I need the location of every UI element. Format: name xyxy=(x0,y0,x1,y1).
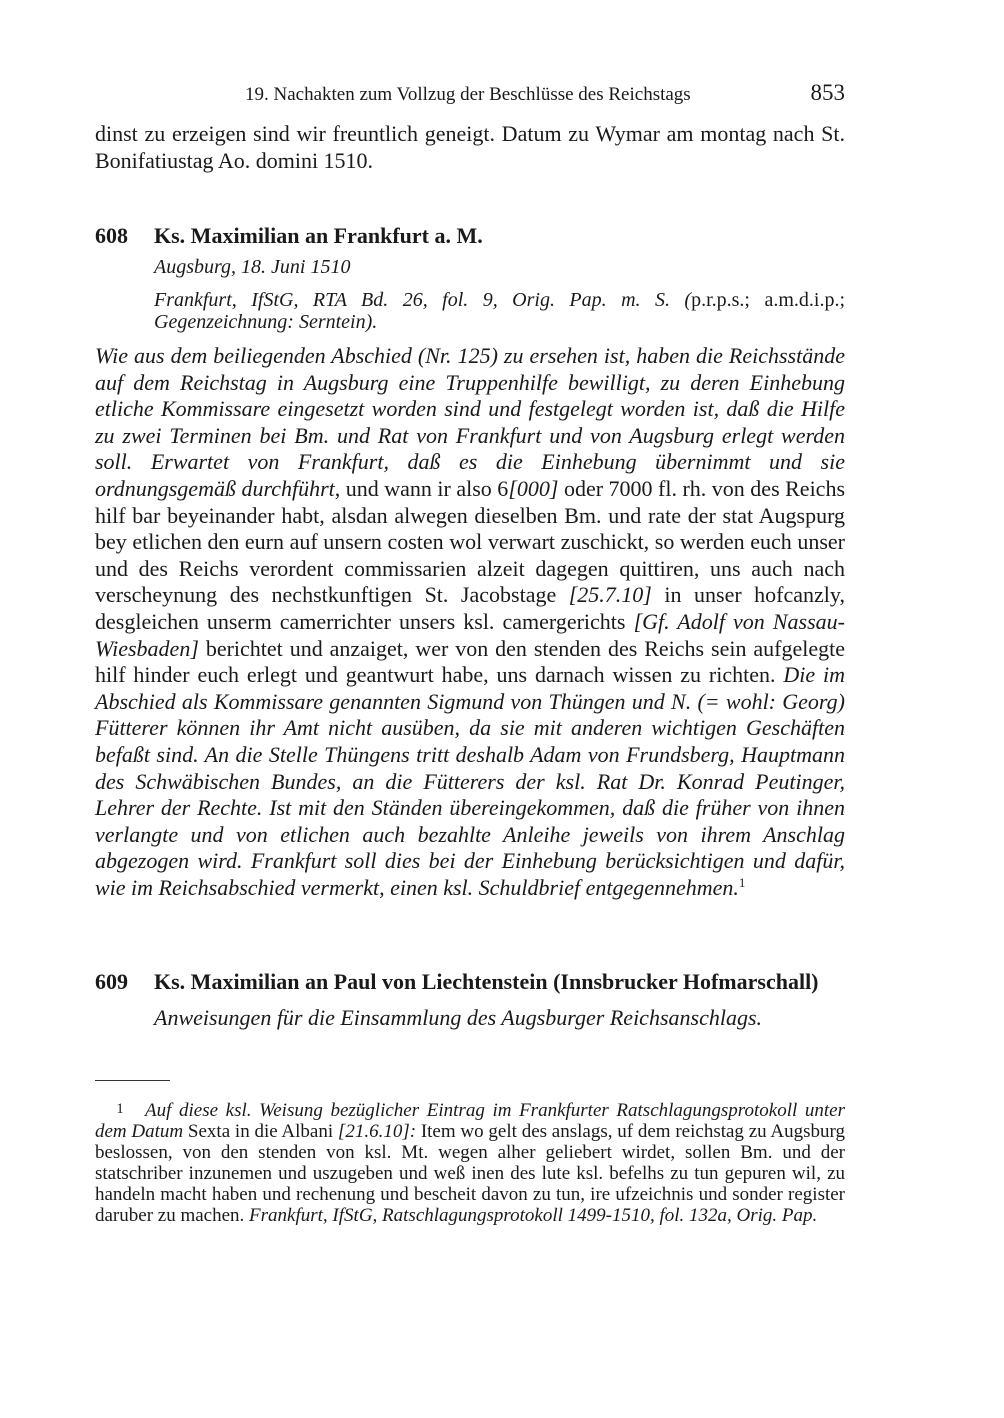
document-608-place-date: Augsburg, 18. Juni 1510 xyxy=(154,256,351,278)
quoted-text: in unser hofcanzly, desgleichen unserm camerrichter unsers ksl. camergerichts xyxy=(95,582,845,634)
editorial-insert: [000] xyxy=(508,475,559,501)
footnote-1 xyxy=(95,1099,845,1226)
running-header xyxy=(95,80,845,108)
regest-text: Die im Abschied als Kommissare genannten Sigmund von Thüngen und N. (= wohl: Georg) Fütterer können ihr Amt nicht ausüben, da sie mit anderen wichtigen Geschäften befaßt sind. An die Stelle Thüngens tritt deshalb Adam von Frundsberg, Hauptmann des Schwäbischen Bundes, an die Fütterers der ksl. Rat Dr. Konrad Peutinger, Lehrer der Rechte. Ist mit den Ständen übereingekommen, daß die früher von ihnen verlangte und von etlichen auch bezahlte Anleihe jeweils von ihrem Anschlag abgezogen wird. Frankfurt soll dies bei der Einhebung berücksichtigen und dafür, wie im Reichsabschied vermerkt, einen ksl. Schuldbrief entgegennehmen. xyxy=(95,662,846,900)
document-number: 608 xyxy=(95,223,128,248)
document-title: Ks. Maximilian an Frankfurt a. M. xyxy=(154,223,483,248)
editorial-insert: [Gf. Adolf von Nassau-Wiesbaden] xyxy=(95,608,845,661)
page-number: 853 xyxy=(810,80,845,105)
quoted-text: berichtet und anzaiget, wer von den stenden des Reichs sein aufgelegte hilf hinder euch erlegt und geantwurt habe, uns darnach wissen zu richten. xyxy=(95,635,845,688)
editorial-insert: [25.7.10] xyxy=(568,582,652,608)
quoted-text: oder 7000 fl. rh. von des Reichs hilf bar beyeinander habt, alsdan alwegen dieselben Bm. und rate der stat Augspurg bey etlichen den eurn auf unsern costen wol verwart zuschickt, so werden euch unser und des Reichs verordent commissarien alzeit dagegen quittiren, uns auch nach verscheynung des nechstkunftigen St. Jacobstage xyxy=(95,475,846,608)
intro-paragraph: dinst zu erzeigen sind wir freuntlich geneigt. Datum zu Wymar am montag nach St. Bonifatiustag Ao. domini 1510. xyxy=(95,121,845,173)
source-part: Frankfurt, IfStG, RTA Bd. 26, fol. 9, Orig. Pap. m. S. ( xyxy=(154,289,692,311)
document-608-heading xyxy=(95,222,845,250)
footnote-source: Frankfurt, IfStG, Ratschlagungsprotokoll 1499-1510, fol. 132a, Orig. Pap. xyxy=(249,1205,818,1226)
footnote-reference[interactable]: 1 xyxy=(738,874,746,890)
document-number: 609 xyxy=(95,969,128,994)
footnote-divider xyxy=(95,1080,170,1081)
regest-text: Wie aus dem beiliegenden Abschied (Nr. 125) zu ersehen ist, haben die Reichsstände auf dem Reichstag in Augsburg eine Truppenhilfe bewilligt, zu deren Einhebung etliche Kommissare eingesetzt worden sind und festgelegt worden ist, daß die Hilfe zu zwei Terminen bei Bm. und Rat von Frankfurt und von Augsburg erlegt werden soll. Erwartet von Frankfurt, daß es die Einhebung übernimmt und sie ordnungsgemäß durchführt xyxy=(95,343,845,501)
document-title: Ks. Maximilian an Paul von Liechtenstein (Innsbrucker Hofmarschall) xyxy=(154,969,819,994)
source-part: Gegenzeichnung: Serntein). xyxy=(154,311,378,333)
running-title: 19. Nachakten zum Vollzug der Beschlüsse des Reichstags xyxy=(245,84,691,105)
source-part: p.r.p.s.; xyxy=(691,289,750,311)
source-part: a.m.d.i.p.; xyxy=(750,289,845,311)
footnote-text: [21.6.10]: xyxy=(337,1121,417,1142)
footnote-text: Auf diese ksl. Weisung bezüglicher Eintrag im Frankfurter Ratschlagungsprotokoll unter dem Datum xyxy=(95,1100,845,1142)
document-609-heading xyxy=(95,968,845,996)
document-609-summary: Anweisungen für die Einsammlung des Augsburger Reichsanschlags. xyxy=(154,1005,763,1030)
footnote-text: Item wo gelt des anslags, uf dem reichstag zu Augsburg beslossen, von den stenden von ksl. Mt. wegen alher geliebert wirdet, sollen Bm. und der statschriber inzunemen und uszugeben und weß inen des lute ksl. befelhs zu tun gepuren wil, zu handeln macht haben und rechenung und bescheit davon zu tun, ire ufzeichnis und sonder register daruber zu machen. xyxy=(95,1121,845,1226)
footnote-text: Sexta in die Albani xyxy=(183,1121,338,1142)
document-608-source xyxy=(154,289,845,333)
quoted-text: , und wann ir also 6 xyxy=(334,475,509,501)
document-608-text xyxy=(95,343,845,901)
footnote-mark: 1 xyxy=(116,1101,124,1117)
